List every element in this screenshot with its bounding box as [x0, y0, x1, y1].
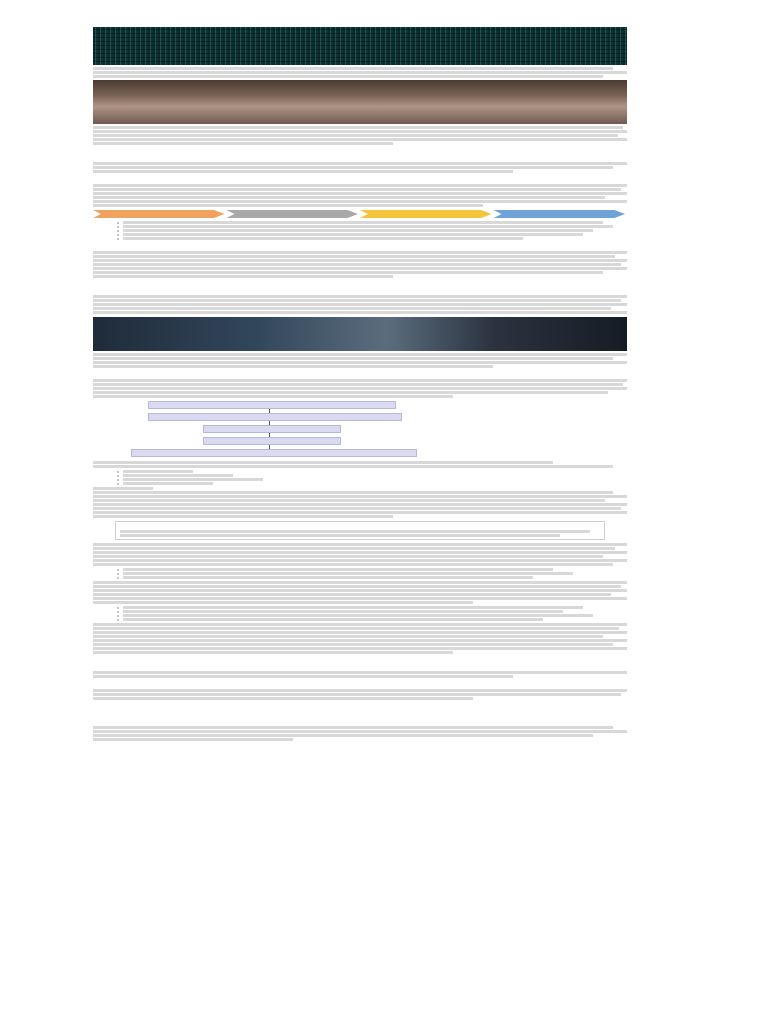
- bullet-icon: [117, 475, 119, 477]
- list-item: [117, 225, 627, 228]
- paragraph: [93, 184, 627, 207]
- text-line: [93, 491, 613, 494]
- paragraph: [93, 623, 627, 654]
- subtitle: [93, 20, 627, 24]
- bullet-icon: [117, 607, 119, 609]
- text-line: [93, 204, 483, 207]
- paragraph: [93, 543, 627, 566]
- text-line: [123, 470, 193, 473]
- text-line: [93, 357, 613, 360]
- list-item: [117, 482, 627, 485]
- text-line: [93, 689, 627, 692]
- bullet-icon: [117, 238, 119, 240]
- paragraph: [93, 581, 627, 604]
- section-heading: [93, 680, 627, 687]
- text-line: [93, 295, 627, 298]
- text-line: [93, 547, 615, 550]
- text-line: [123, 225, 613, 228]
- list-item: [117, 229, 627, 232]
- text-line: [93, 188, 621, 191]
- text-line: [93, 693, 621, 696]
- text-line: [93, 303, 627, 306]
- bullet-list: [93, 568, 627, 579]
- text-line: [123, 237, 523, 240]
- list-item: [117, 614, 627, 617]
- text-line: [123, 229, 593, 232]
- text-line: [93, 461, 553, 464]
- list-item: [117, 470, 627, 473]
- text-line: [93, 387, 627, 390]
- text-line: [93, 259, 627, 262]
- process-step: [93, 210, 225, 218]
- text-line: [93, 251, 627, 254]
- text-line: [123, 482, 213, 485]
- text-line: [93, 597, 627, 600]
- text-line: [93, 499, 605, 502]
- text-line: [93, 299, 621, 302]
- text-line: [93, 487, 153, 490]
- intro-paragraph: [93, 67, 627, 78]
- text-line: [123, 618, 543, 621]
- paragraph: [93, 353, 627, 368]
- spacer: [93, 279, 627, 293]
- text-line: [93, 635, 603, 638]
- list-item: [117, 568, 627, 571]
- text-line: [93, 383, 623, 386]
- text-line: [93, 379, 627, 382]
- text-line: [93, 495, 627, 498]
- text-line: [93, 271, 603, 274]
- text-line: [123, 572, 573, 575]
- text-line: [93, 267, 627, 270]
- list-item: [117, 606, 627, 609]
- text-line: [93, 71, 627, 74]
- process-diagram: [93, 210, 627, 218]
- paragraph: [93, 379, 627, 398]
- text-line: [93, 734, 593, 737]
- text-line: [123, 478, 263, 481]
- text-line: [120, 530, 590, 533]
- process-step: [360, 210, 492, 218]
- text-line: [123, 233, 583, 236]
- text-line: [93, 631, 627, 634]
- text-line: [93, 511, 627, 514]
- paragraph: [93, 251, 627, 278]
- text-line: [93, 671, 627, 674]
- list-item: [117, 237, 627, 240]
- text-line: [93, 581, 627, 584]
- text-line: [93, 589, 627, 592]
- section-heading: [93, 370, 627, 377]
- spacer: [93, 701, 627, 715]
- text-line: [93, 593, 611, 596]
- text-line: [93, 196, 605, 199]
- flow-step: [148, 413, 402, 421]
- callout-box: [115, 521, 605, 540]
- flow-step: [203, 437, 341, 445]
- text-line: [93, 162, 627, 165]
- text-line: [123, 606, 583, 609]
- list-item: [117, 576, 627, 579]
- list-item: [117, 478, 627, 481]
- text-line: [93, 126, 623, 129]
- page-title: [93, 8, 627, 20]
- paragraph: [93, 126, 627, 145]
- text-line: [123, 614, 593, 617]
- text-line: [93, 395, 453, 398]
- text-line: [93, 465, 613, 468]
- text-line: [93, 726, 613, 729]
- text-line: [93, 142, 393, 145]
- bullet-list: [93, 606, 627, 621]
- hero-image: [93, 27, 627, 65]
- meme-image: [93, 80, 627, 124]
- text-line: [93, 307, 611, 310]
- text-line: [93, 555, 603, 558]
- text-line: [93, 697, 473, 700]
- flow-step: [203, 425, 341, 433]
- paragraph: [93, 487, 627, 518]
- text-line: [93, 166, 613, 169]
- text-line: [93, 361, 627, 364]
- spacer: [93, 655, 627, 669]
- bullet-icon: [117, 471, 119, 473]
- list-item: [117, 610, 627, 613]
- text-line: [93, 67, 613, 70]
- text-line: [93, 585, 621, 588]
- text-line: [93, 391, 608, 394]
- callout-text: [120, 530, 600, 537]
- text-line: [93, 184, 627, 187]
- text-line: [93, 601, 473, 604]
- bullet-icon: [117, 479, 119, 481]
- section-heading: [93, 242, 627, 249]
- bullet-icon: [117, 577, 119, 579]
- bullet-icon: [117, 611, 119, 613]
- text-line: [93, 643, 613, 646]
- text-line: [93, 738, 293, 741]
- paragraph: [93, 162, 627, 173]
- text-line: [93, 170, 513, 173]
- text-line: [123, 610, 563, 613]
- list-item: [117, 221, 627, 224]
- text-line: [93, 623, 627, 626]
- text-line: [120, 534, 560, 537]
- text-line: [123, 221, 603, 224]
- flow-step: [131, 449, 417, 457]
- text-line: [93, 255, 615, 258]
- text-line: [93, 75, 603, 78]
- bullet-icon: [117, 615, 119, 617]
- list-item: [117, 618, 627, 621]
- bullet-icon: [117, 619, 119, 621]
- section-heading: [93, 717, 627, 724]
- text-line: [93, 507, 621, 510]
- text-line: [93, 647, 627, 650]
- author-bio: [93, 726, 627, 741]
- flow-diagram: [93, 401, 627, 459]
- text-line: [93, 134, 618, 137]
- text-line: [93, 311, 627, 314]
- text-line: [93, 192, 627, 195]
- callout-title: [120, 523, 600, 528]
- bullet-icon: [117, 569, 119, 571]
- text-line: [93, 365, 493, 368]
- text-line: [93, 130, 627, 133]
- flow-step: [148, 401, 396, 409]
- paragraph: [93, 295, 627, 314]
- text-line: [93, 503, 627, 506]
- bullet-icon: [117, 483, 119, 485]
- paragraph: [93, 461, 627, 468]
- meme-top-text: [93, 81, 627, 93]
- bullet-icon: [117, 234, 119, 236]
- text-line: [123, 474, 233, 477]
- text-line: [93, 200, 627, 203]
- bullet-icon: [117, 226, 119, 228]
- text-line: [93, 353, 627, 356]
- text-line: [93, 730, 627, 733]
- text-line: [93, 543, 627, 546]
- text-line: [93, 559, 627, 562]
- meme-bottom-text: [93, 95, 627, 123]
- paragraph: [93, 671, 627, 678]
- office-photo: [93, 317, 627, 351]
- section-heading: [93, 175, 627, 182]
- text-line: [93, 627, 619, 630]
- text-line: [93, 651, 453, 654]
- text-line: [93, 563, 613, 566]
- bullet-list: [93, 470, 627, 485]
- text-line: [93, 138, 627, 141]
- text-line: [123, 576, 533, 579]
- text-line: [93, 275, 393, 278]
- article-page: [93, 4, 627, 742]
- bullet-list: [93, 221, 627, 240]
- text-line: [93, 639, 627, 642]
- list-item: [117, 474, 627, 477]
- text-line: [93, 675, 513, 678]
- spacer: [93, 146, 627, 160]
- list-item: [117, 233, 627, 236]
- bullet-icon: [117, 573, 119, 575]
- text-line: [123, 568, 553, 571]
- bullet-icon: [117, 230, 119, 232]
- list-item: [117, 572, 627, 575]
- text-line: [93, 515, 393, 518]
- process-step: [227, 210, 359, 218]
- process-step: [494, 210, 626, 218]
- paragraph: [93, 689, 627, 700]
- bullet-icon: [117, 222, 119, 224]
- text-line: [93, 263, 621, 266]
- text-line: [93, 551, 627, 554]
